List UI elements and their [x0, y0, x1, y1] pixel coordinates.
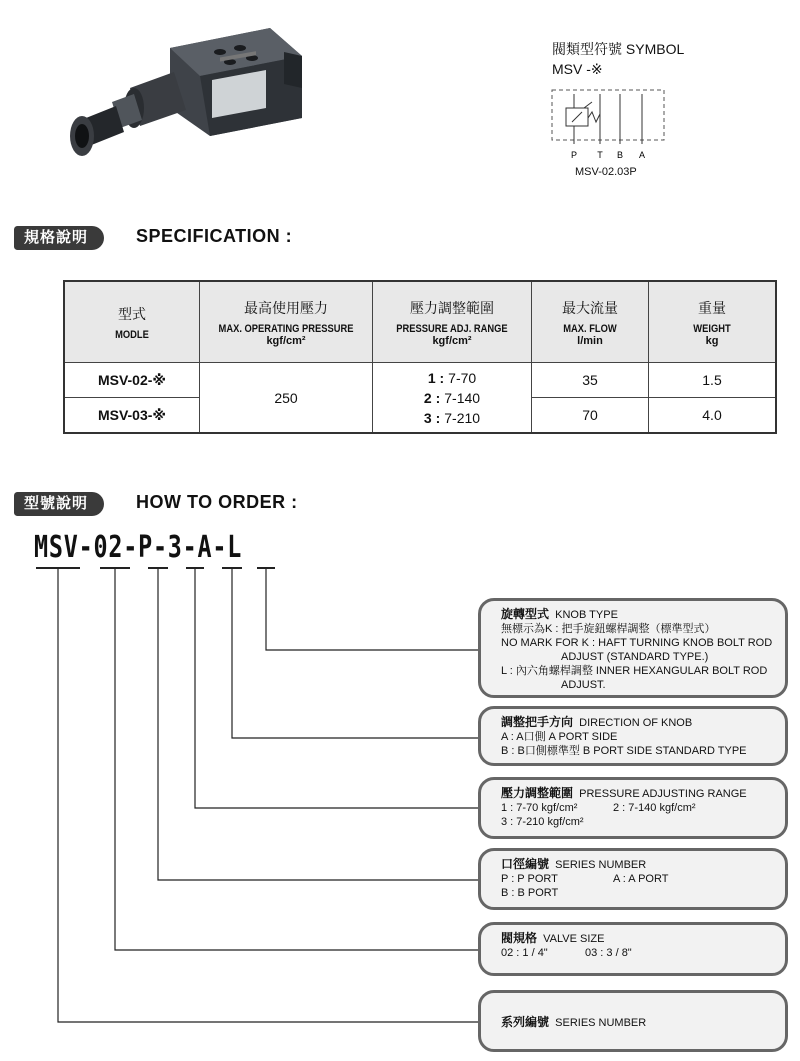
order-title: HOW TO ORDER :: [136, 492, 298, 512]
range-cell: 1 : 7-70 2 : 7-140 3 : 7-210: [373, 363, 532, 434]
spec-header-row: [64, 281, 776, 363]
pressure-cell: 250: [200, 363, 373, 434]
flow-cell: 70: [532, 398, 649, 434]
spec-badge: 規格說明: [14, 226, 104, 250]
symbol-caption: MSV-02.03P: [575, 166, 637, 178]
symbol-port-p: P: [570, 150, 578, 160]
spec-table: [63, 280, 777, 434]
knob-direction-box: 調整把手方向 DIRECTION OF KNOB A : A口側 A PORT SIDE B : B口側標準型 B PORT SIDE STANDARD TYPE: [478, 706, 788, 766]
table-row: [64, 363, 776, 398]
order-badge: 型號說明: [14, 492, 104, 516]
weight-cell: 1.5: [649, 363, 777, 398]
col-weight: 重量 WEIGHT kg: [649, 281, 777, 363]
valve-product-image: [70, 18, 310, 178]
order-code: MSV-02-P-3-A-L: [34, 530, 243, 565]
flow-cell: 35: [532, 363, 649, 398]
series-number-box: 系列編號 SERIES NUMBER: [478, 990, 788, 1052]
symbol-port-t: T: [597, 150, 603, 160]
col-pressure: 最高使用壓力 MAX. OPERATING PRESSURE kgf/cm²: [200, 281, 373, 363]
col-flow: 最大流量 MAX. FLOW l/min: [532, 281, 649, 363]
spec-title: SPECIFICATION :: [136, 226, 293, 246]
knob-type-box: 旋轉型式 KNOB TYPE 無標示為K : 把手旋鈕螺桿調整（標準型式） NO MARK FOR K : HAFT TURNING KNOB BOLT ROD ADJUST (STANDARD TYPE.) L : 內六角螺桿調整 INNER HEXANGULAR BOLT ROD ADJUST.: [478, 598, 788, 698]
valve-size-box: 閥規格 VALVE SIZE 02 : 1 / 4" 03 : 3 / 8": [478, 922, 788, 976]
port-number-box: 口徑編號 SERIES NUMBER P : P PORT A : A PORT B : B PORT: [478, 848, 788, 910]
symbol-model: MSV -※: [552, 61, 603, 77]
pressure-range-box: 壓力調整範圍 PRESSURE ADJUSTING RANGE 1 : 7-70 kgf/cm² 2 : 7-140 kgf/cm² 3 : 7-210 kgf/cm²: [478, 777, 788, 839]
symbol-port-a: A: [638, 150, 646, 160]
model-cell: MSV-02-※: [64, 363, 200, 398]
model-cell: MSV-03-※: [64, 398, 200, 434]
symbol-title: 閥類型符號 SYMBOL: [552, 41, 685, 57]
weight-cell: 4.0: [649, 398, 777, 434]
hydraulic-symbol-diagram: [548, 86, 668, 162]
col-model: 型式 MODLE: [64, 281, 200, 363]
col-range: 壓力調整範圍 PRESSURE ADJ. RANGE kgf/cm²: [373, 281, 532, 363]
symbol-port-b: B: [616, 150, 624, 160]
